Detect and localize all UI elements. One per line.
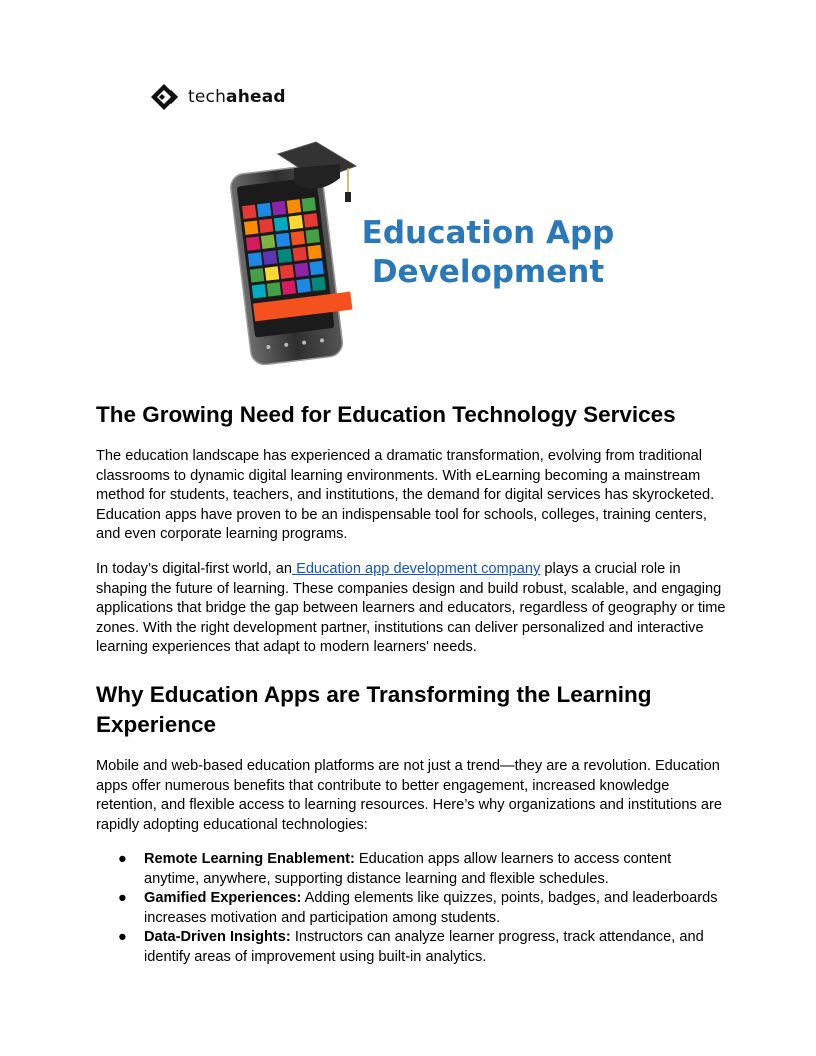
section1-heading: The Growing Need for Education Technology Services	[96, 402, 676, 427]
education-phone-illustration	[226, 140, 366, 365]
section2-heading: Why Education Apps are Transforming the Learning Experience	[96, 682, 652, 737]
list-item: ● Data-Driven Insights: Instructors can analyze learner progress, track attendance, and identify areas of improvement using built-in analytics.	[118, 929, 704, 965]
techahead-logo-icon	[150, 83, 182, 111]
logo-wordmark: techahead	[188, 87, 286, 107]
education-app-link[interactable]: Education app development company	[292, 561, 541, 577]
techahead-logo	[150, 83, 286, 111]
list-item: ● Remote Learning Enablement: Education apps allow learners to access content anytime, anywhere, supporting distance learning and flexible schedules.	[118, 851, 672, 887]
section1-paragraph-1: The education landscape has experienced a dramatic transformation, evolving from traditional classrooms to dynamic digital learning environments. With eLearning becoming a mainstream method for students, teachers, and institutions, the demand for digital services has skyrocketed. Education apps have proven to be an indispensable tool for schools, colleges, training centers, and even corporate learning programs.	[96, 448, 715, 542]
section1-paragraph-2: In today’s digital-first world, an Education app development company plays a crucial role in shaping the future of learning. These companies design and build robust, scalable, and engaging applications that bridge the gap between learners and educators, regardless of geography or time zones. With the right development partner, institutions can deliver personalized and interactive learning experiences that adapt to modern learners' needs.	[96, 561, 726, 655]
section2-paragraph-1: Mobile and web-based education platforms are not just a trend—they are a revolution. Education apps offer numerous benefits that contribute to better engagement, increased knowledge retention, and flexible access to learning resources. Here’s why organizations and institutions are rapidly adopting educational technologies:	[96, 758, 722, 833]
list-item: ● Gamified Experiences: Adding elements like quizzes, points, badges, and leaderboards increases motivation and participation among students.	[118, 890, 718, 926]
bullet-icon: ●	[118, 929, 127, 945]
hero-title-line-2: Development	[371, 254, 605, 290]
hero-title-line-1: Education App	[361, 215, 615, 251]
bullet-icon: ●	[118, 890, 127, 906]
benefits-list	[96, 850, 726, 967]
hero-title	[348, 214, 628, 292]
bullet-icon: ●	[118, 851, 127, 867]
